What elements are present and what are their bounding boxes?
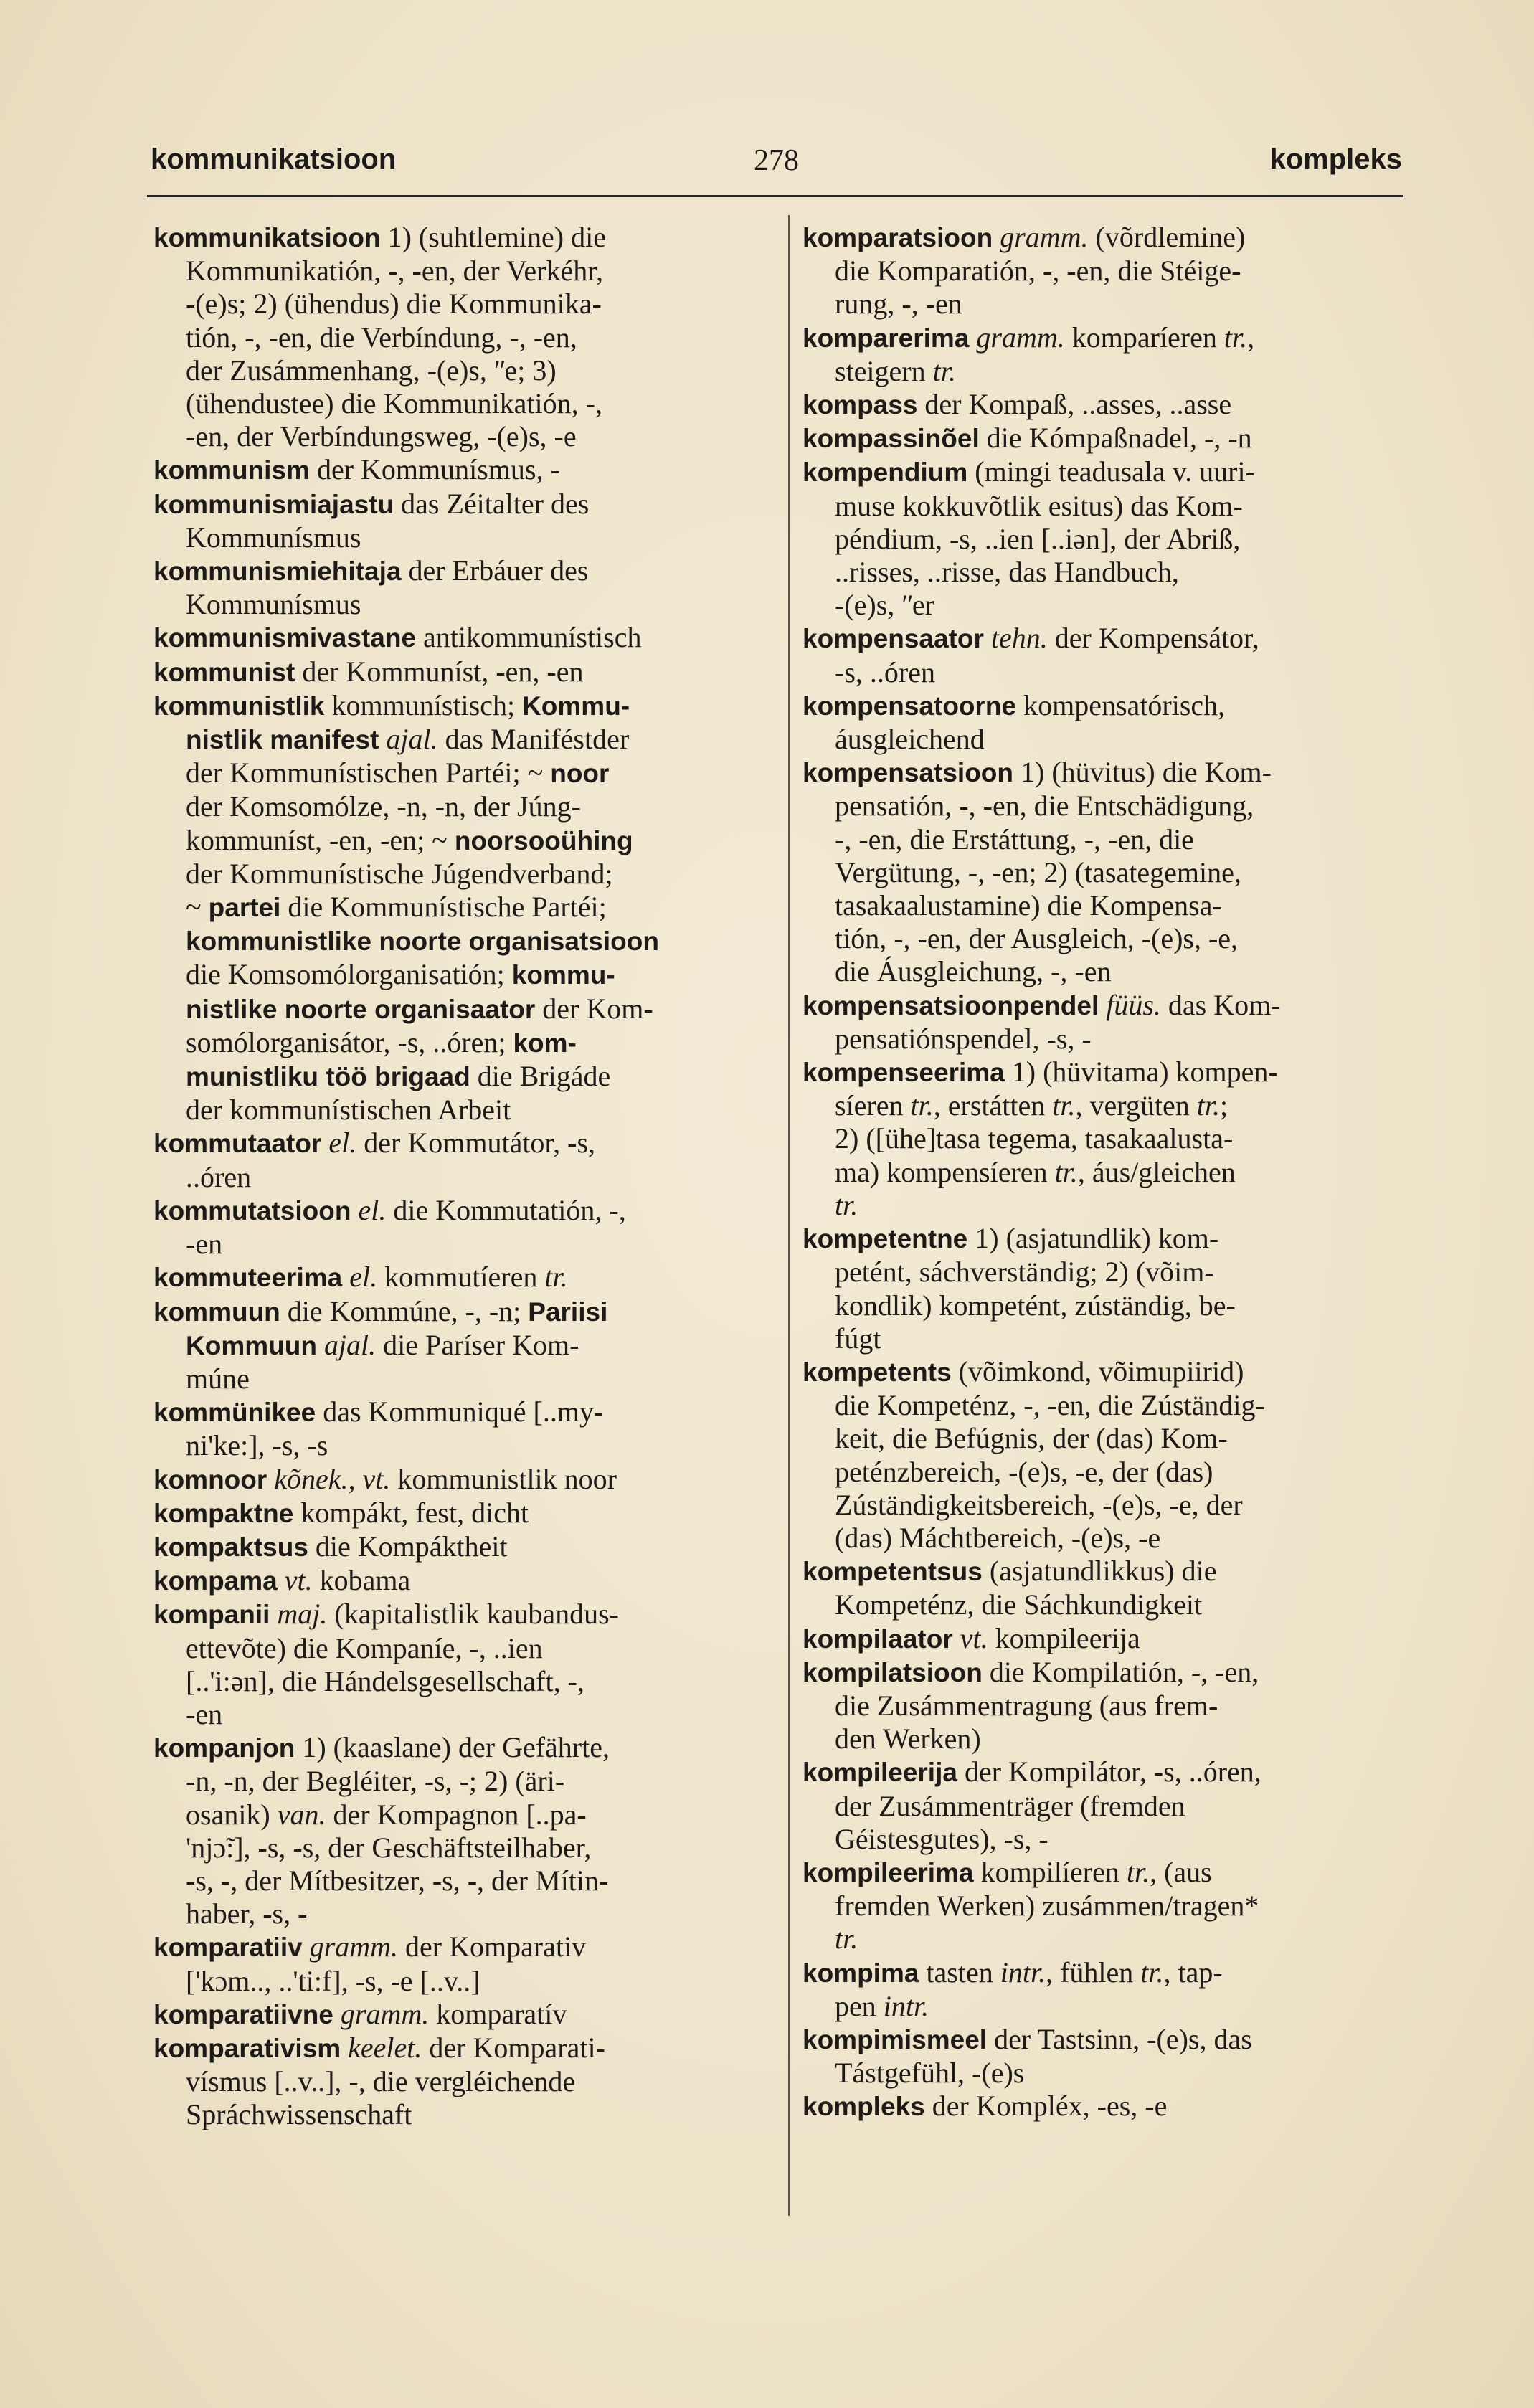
- dictionary-entry: [802, 2090, 1405, 2123]
- dictionary-entry: [802, 455, 1405, 622]
- entry-headline: kompendium (mingi teadusala v. uuri-: [802, 455, 1255, 488]
- entry-headline: kompass der Kompaß, ..asses, ..asse: [802, 388, 1232, 421]
- dictionary-entry: [153, 1564, 759, 1598]
- entry-continuation: pensatiónspendel, -s, -: [835, 1022, 1092, 1055]
- entry-continuation: 'njɔ̃:], -s, -s, der Geschäftsteilhaber,: [186, 1831, 592, 1864]
- entry-headline: kommuteerima el. kommutíeren tr.: [153, 1261, 568, 1294]
- column-divider: [788, 215, 790, 2216]
- entry-continuation: ..risses, ..risse, das Handbuch,: [835, 556, 1179, 589]
- entry-continuation: Spráchwissenschaft: [186, 2098, 412, 2131]
- entry-continuation: Kompeténz, die Sáchkundigkeit: [835, 1588, 1203, 1621]
- entry-continuation: -en: [186, 1697, 223, 1730]
- entry-continuation: tasakaalustamine) die Kompensa-: [835, 889, 1222, 922]
- entry-headline: kompimismeel der Tastsinn, -(e)s, das: [802, 2022, 1252, 2055]
- entry-continuation: -en, der Verbíndungsweg, -(e)s, -e: [186, 420, 577, 453]
- entry-headline: kompanjon 1) (kaaslane) der Gefährte,: [153, 1731, 610, 1764]
- dictionary-entry: [153, 2032, 759, 2132]
- entry-headline: kommunismiajastu das Zéitalter des: [153, 487, 590, 520]
- dictionary-entry: [153, 621, 759, 655]
- entry-continuation: pen intr.: [835, 1989, 929, 2022]
- dictionary-entry: [802, 321, 1405, 388]
- entry-continuation: -s, ..óren: [835, 655, 935, 688]
- entry-continuation: tr.: [835, 1188, 858, 1221]
- dictionary-entry: [153, 1463, 759, 1497]
- entry-headline: kompetentsus (asjatundlikkus) die: [802, 1555, 1217, 1588]
- entry-continuation: -n, -n, der Begléiter, -s, -; 2) (äri-: [186, 1765, 565, 1798]
- entry-headline: komparatiiv gramm. der Komparativ: [153, 1930, 587, 1963]
- entry-headline: kommuun die Kommúne, -, -n; Pariisi: [153, 1294, 608, 1327]
- header-rule: [147, 195, 1403, 197]
- entry-headline: kommunism der Kommunísmus, -: [153, 453, 560, 486]
- entry-continuation: ma) kompensíeren tr., áus/gleichen: [835, 1155, 1236, 1188]
- left-guide-word: kommunikatsioon: [151, 143, 397, 175]
- entry-continuation: der Zusámmenhang, -(e)s, ʺe; 3): [186, 354, 557, 387]
- dictionary-entry: [153, 1395, 759, 1462]
- entry-continuation: tión, -, -en, der Ausgleich, -(e)s, -e,: [835, 922, 1239, 955]
- page-number: 278: [754, 144, 799, 177]
- entry-continuation: fúgt: [835, 1322, 881, 1355]
- entry-continuation: osanik) van. der Kompagnon [..pa-: [186, 1798, 587, 1831]
- entry-headline: kommunismivastane antikommunístisch: [153, 621, 642, 654]
- dictionary-entry: [802, 1755, 1405, 1856]
- entry-headline: kompensaator tehn. der Kompensátor,: [802, 622, 1259, 655]
- entry-headline: kompama vt. kobama: [153, 1564, 411, 1597]
- dictionary-entry: [802, 622, 1405, 688]
- dictionary-entry: [802, 1956, 1405, 2023]
- entry-continuation: der Kommunístische Júgendverband;: [186, 857, 613, 890]
- right-guide-word: kompleks: [1269, 143, 1402, 175]
- entry-headline: kompilaator vt. kompileerija: [802, 1621, 1140, 1654]
- running-header: [151, 143, 1402, 189]
- dictionary-entry: [153, 1127, 759, 1193]
- entry-continuation: der Kommunístischen Partéi; ~ noor: [186, 757, 610, 790]
- entry-continuation: vísmus [..v..], -, die vergléichende: [186, 2065, 576, 2098]
- entry-continuation: kommuníst, -en, -en; ~ noorsooühing: [186, 823, 633, 856]
- entry-headline: kompetentne 1) (asjatundlik) kom-: [802, 1222, 1219, 1255]
- entry-continuation: der kommunístischen Arbeit: [186, 1094, 511, 1127]
- dictionary-entry: [153, 1930, 759, 1997]
- entry-continuation: (das) Máchtbereich, -(e)s, -e: [835, 1521, 1161, 1554]
- dictionary-entry: [153, 1998, 759, 2032]
- dictionary-entry: [802, 1656, 1405, 1756]
- entry-continuation: nistlike noorte organisaator der Kom-: [186, 992, 653, 1025]
- entry-continuation: ni'ke:], -s, -s: [186, 1429, 328, 1462]
- dictionary-entry: [802, 1555, 1405, 1621]
- dictionary-entry: [153, 221, 759, 453]
- dictionary-entry: [153, 1194, 759, 1261]
- entry-continuation: der Komsomólze, -n, -n, der Júng-: [186, 790, 581, 823]
- entry-continuation: der Zusámmenträger (fremden: [835, 1789, 1185, 1822]
- dictionary-entry: [153, 1497, 759, 1530]
- entry-continuation: die Komparatión, -, -en, die Stéige-: [835, 255, 1241, 288]
- entry-continuation: ~ partei die Kommunístische Partéi;: [186, 891, 607, 924]
- dictionary-entry: [153, 488, 759, 554]
- entry-continuation: fremden Werken) zusámmen/tragen*: [835, 1890, 1259, 1923]
- dictionary-entry: [153, 1598, 759, 1731]
- entry-headline: kommunismiehitaja der Erbáuer des: [153, 554, 589, 587]
- entry-continuation: Kommunikatión, -, -en, der Verkéhr,: [186, 255, 603, 288]
- dictionary-entry: [802, 1056, 1405, 1222]
- entry-headline: kompileerima kompilíeren tr., (aus: [802, 1855, 1212, 1888]
- entry-headline: kompileerija der Kompilátor, -s, ..óren,: [802, 1755, 1261, 1788]
- entry-continuation: petént, sáchverständig; 2) (võim-: [835, 1256, 1214, 1289]
- entry-continuation: 2) ([ühe]tasa tegema, tasakaalusta-: [835, 1122, 1234, 1155]
- dictionary-entry: [802, 989, 1405, 1056]
- dictionary-entry: [153, 1530, 759, 1564]
- entry-headline: kompetents (võimkond, võimupiirid): [802, 1355, 1244, 1388]
- entry-headline: komparativism keelet. der Komparati-: [153, 2031, 605, 2064]
- entry-continuation: síeren tr., erstátten tr., vergüten tr.;: [835, 1089, 1228, 1122]
- entry-headline: kompleks der Kompléx, -es, -e: [802, 2090, 1168, 2123]
- entry-continuation: Vergütung, -, -en; 2) (tasategemine,: [835, 855, 1241, 888]
- entry-continuation: Zúständigkeitsbereich, -(e)s, -e, der: [835, 1488, 1243, 1521]
- entry-headline: komparerima gramm. komparíeren tr.,: [802, 321, 1255, 354]
- entry-continuation: múne: [186, 1362, 250, 1395]
- dictionary-entry: [802, 1355, 1405, 1555]
- entry-continuation: [..'i:ən], die Hándelsgesellschaft, -,: [186, 1664, 584, 1697]
- dictionary-entry: [802, 1622, 1405, 1656]
- entry-headline: komparatsioon gramm. (võrdlemine): [802, 221, 1246, 253]
- dictionary-entry: [153, 453, 759, 487]
- entry-headline: komnoor kõnek., vt. kommunistlik noor: [153, 1462, 617, 1495]
- entry-continuation: (ühendustee) die Kommunikatión, -,: [186, 387, 602, 420]
- entry-continuation: -, -en, die Erstáttung, -, -en, die: [835, 823, 1194, 855]
- dictionary-entry: [802, 1222, 1405, 1355]
- entry-headline: kompaktne kompákt, fest, dicht: [153, 1496, 529, 1529]
- entry-continuation: die Zusámmentragung (aus frem-: [835, 1689, 1218, 1722]
- entry-headline: kompilatsioon die Kompilatión, -, -en,: [802, 1655, 1259, 1688]
- entry-continuation: Tástgefühl, -(e)s: [835, 2057, 1025, 2090]
- entry-headline: kompima tasten intr., fühlen tr., tap-: [802, 1956, 1223, 1989]
- dictionary-entry: [153, 1731, 759, 1930]
- entry-continuation: ['kɔm.., ..'ti:f], -s, -e [..v..]: [186, 1964, 480, 1997]
- entry-headline: kompenseerima 1) (hüvitama) kompen-: [802, 1056, 1278, 1089]
- dictionary-entry: [802, 689, 1405, 756]
- entry-headline: kompensatoorne kompensatórisch,: [802, 688, 1226, 721]
- entry-headline: kommunikatsioon 1) (suhtlemine) die: [153, 221, 606, 253]
- entry-continuation: den Werken): [835, 1722, 981, 1755]
- entry-continuation: tr.: [835, 1923, 858, 1956]
- entry-headline: kommunist der Kommuníst, -en, -en: [153, 655, 584, 688]
- dictionary-entry: [153, 1295, 759, 1396]
- entry-continuation: -s, -, der Mítbesitzer, -s, -, der Mítin-: [186, 1864, 609, 1897]
- entry-continuation: muse kokkuvõtlik esitus) das Kom-: [835, 489, 1243, 522]
- entry-continuation: ..óren: [186, 1160, 252, 1193]
- dictionary-entry: [802, 1856, 1405, 1956]
- entry-continuation: tión, -, -en, die Verbíndung, -, -en,: [186, 321, 577, 354]
- entry-continuation: -(e)s; 2) (ühendus) die Kommunika-: [186, 288, 602, 321]
- right-column: [802, 221, 1405, 2124]
- entry-headline: kompanii maj. (kapitalistlik kaubandus-: [153, 1598, 620, 1631]
- entry-headline: kommutaator el. der Kommutátor, -s,: [153, 1127, 596, 1160]
- entry-continuation: haber, -s, -: [186, 1897, 308, 1930]
- entry-continuation: -(e)s, ʺer: [835, 589, 934, 622]
- entry-headline: kompensatsioon 1) (hüvitus) die Kom-: [802, 756, 1272, 789]
- dictionary-entry: [802, 388, 1405, 422]
- entry-continuation: áusgleichend: [835, 723, 985, 756]
- dictionary-entry: [153, 655, 759, 689]
- entry-continuation: pensatión, -, -en, die Entschädigung,: [835, 790, 1254, 823]
- entry-continuation: ettevõte) die Kompaníe, -, ..ien: [186, 1631, 543, 1664]
- entry-headline: kompensatsioonpendel füüs. das Kom-: [802, 988, 1281, 1021]
- entry-continuation: peténzbereich, -(e)s, -e, der (das): [835, 1455, 1213, 1488]
- left-column: [153, 221, 759, 2132]
- entry-continuation: keit, die Befúgnis, der (das) Kom-: [835, 1422, 1228, 1455]
- entry-continuation: Kommunísmus: [186, 521, 361, 554]
- entry-continuation: rung, -, -en: [835, 288, 962, 321]
- dictionary-entry: [802, 221, 1405, 321]
- entry-continuation: munistliku töö brigaad die Brigáde: [186, 1060, 611, 1093]
- dictionary-entry: [153, 554, 759, 621]
- entry-headline: kompaktsus die Kompáktheit: [153, 1530, 508, 1563]
- dictionary-entry: [802, 756, 1405, 988]
- entry-headline: komparatiivne gramm. komparatív: [153, 1997, 567, 2030]
- entry-continuation: Kommunísmus: [186, 588, 361, 621]
- entry-continuation: steigern tr.: [835, 354, 956, 387]
- entry-headline: kommunistlik kommunístisch; Kommu-: [153, 688, 630, 721]
- entry-continuation: -en: [186, 1228, 223, 1261]
- entry-continuation: die Komsomólorganisatión; kommu-: [186, 958, 615, 991]
- entry-continuation: Kommuun ajal. die Paríser Kom-: [186, 1328, 579, 1361]
- entry-continuation: nistlik manifest ajal. das Maniféstder: [186, 723, 630, 756]
- entry-headline: kompassinõel die Kómpaßnadel, -, -n: [802, 422, 1252, 455]
- dictionary-entry: [153, 689, 759, 1127]
- entry-continuation: die Áusgleichung, -, -en: [835, 955, 1112, 988]
- dictionary-entry: [802, 422, 1405, 455]
- entry-continuation: péndium, -s, ..ien [..iən], der Abriß,: [835, 522, 1241, 555]
- entry-continuation: Géistesgutes), -s, -: [835, 1822, 1048, 1855]
- entry-continuation: somólorganisátor, -s, ..óren; kom-: [186, 1025, 577, 1058]
- entry-continuation: kondlik) kompetént, zúständig, be-: [835, 1289, 1236, 1322]
- dictionary-entry: [802, 2023, 1405, 2090]
- dictionary-entry: [153, 1261, 759, 1294]
- entry-continuation: die Kompeténz, -, -en, die Zúständig-: [835, 1389, 1265, 1422]
- entry-headline: kommutatsioon el. die Kommutatión, -,: [153, 1193, 626, 1226]
- entry-headline: kommünikee das Kommuniqué [..my-: [153, 1395, 604, 1428]
- entry-continuation: kommunistlike noorte organisatsioon: [186, 926, 659, 957]
